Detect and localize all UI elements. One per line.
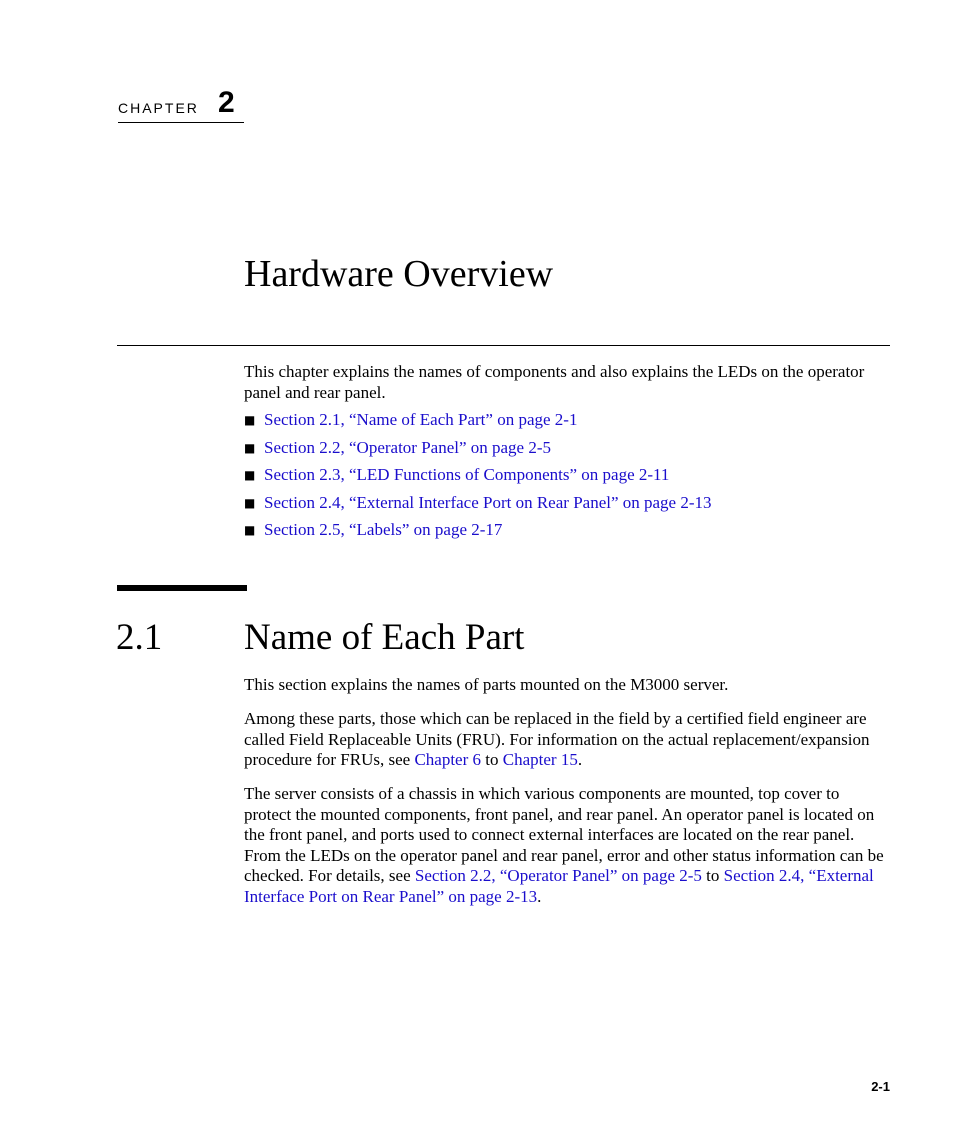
link-chapter-6[interactable]: Chapter 6 — [414, 750, 482, 769]
title-divider — [117, 345, 890, 346]
bullet-square-icon: ■ — [244, 495, 256, 510]
page-number: 2-1 — [871, 1079, 890, 1094]
paragraph-text: . — [537, 886, 542, 906]
link-section-2-5[interactable]: Section 2.5, “Labels” on page 2-17 — [264, 520, 503, 539]
link-chapter-15[interactable]: Chapter 15 — [502, 750, 578, 769]
section-title: Name of Each Part — [244, 617, 525, 658]
paragraph-text: . — [577, 750, 583, 769]
chapter-label — [118, 88, 244, 123]
link-section-2-3[interactable]: Section 2.3, “LED Functions of Components” on page 2-11 — [264, 465, 670, 484]
section-number: 2.1 — [116, 617, 163, 658]
section-bar — [117, 585, 247, 591]
bullet-square-icon: ■ — [244, 440, 256, 455]
link-section-2-2-inline[interactable]: Section 2.2, “Operator Panel” on page 2-5 — [414, 866, 702, 885]
bullet-square-icon: ■ — [244, 523, 256, 537]
list-item — [244, 409, 890, 437]
section-paragraph-1: This section explains the names of parts mounted on the M3000 server. — [244, 675, 729, 694]
link-section-2-2[interactable]: Section 2.2, “Operator Panel” on page 2-5 — [264, 437, 552, 457]
intro-paragraph: This chapter explains the names of components and also explains the LEDs on the operator panel and rear panel. — [244, 362, 865, 402]
list-item — [244, 492, 890, 520]
paragraph-text: Among these parts, those which can be replaced in the field by a certified field engineer are called Field Replaceable Units (FRU). For information on the actual replacement/expansion procedure for FRUs, see — [244, 709, 870, 769]
chapter-number: 2 — [218, 86, 235, 119]
section-paragraph-2 — [244, 709, 890, 771]
paragraph-text: to — [481, 750, 503, 769]
list-item — [244, 437, 890, 465]
bullet-square-icon: ■ — [244, 413, 256, 427]
paragraph-text: The server consists of a chassis in which various components are mounted, top cover to protect the mounted components, front panel, and rear panel. An operator panel is located on the front panel, and ports used to connect external interfaces are located on the rear panel. From the LEDs on the operator panel and rear panel, error and other status information can be checked. For details, see — [244, 784, 884, 885]
list-item — [244, 464, 890, 492]
chapter-title: Hardware Overview — [244, 253, 554, 295]
chapter-word: CHAPTER — [118, 100, 199, 116]
list-item — [244, 519, 890, 547]
section-link-list — [244, 409, 890, 547]
section-paragraph-3 — [244, 784, 890, 907]
bullet-square-icon: ■ — [244, 468, 256, 482]
link-section-2-1[interactable]: Section 2.1, “Name of Each Part” on page 2-1 — [264, 410, 578, 429]
link-section-2-4-inline[interactable]: Section 2.4, “External Interface Port on Rear Panel” on page 2-13 — [244, 866, 874, 906]
link-section-2-4[interactable]: Section 2.4, “External Interface Port on Rear Panel” on page 2-13 — [264, 492, 712, 512]
paragraph-text: to — [701, 866, 724, 885]
